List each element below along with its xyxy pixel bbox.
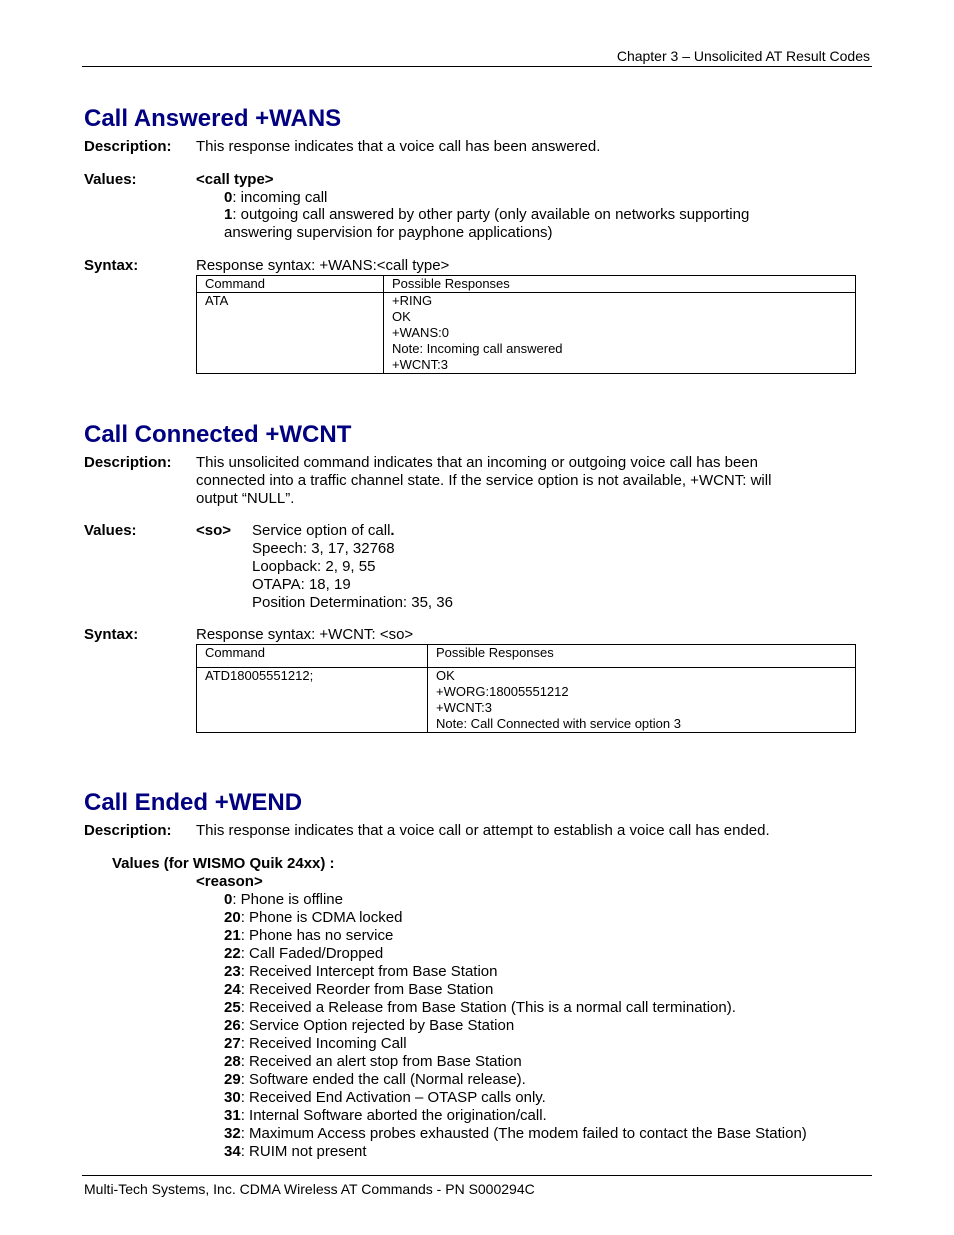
wans-value-0 [224, 189, 327, 207]
table-row [197, 293, 856, 374]
wans-title: Call Answered +WANS [84, 105, 342, 132]
wend-title: Call Ended +WEND [84, 789, 303, 816]
page-header: Chapter 3 – Unsolicited AT Result Codes [616, 48, 870, 64]
reason-item [224, 891, 343, 909]
wend-description-label: Description: [84, 822, 172, 839]
reason-text: : Internal Software aborted the origination/call. [240, 1107, 547, 1124]
wcnt-syntax-label: Syntax: [84, 626, 139, 643]
wans-syntax: Response syntax: +WANS:<call type> [196, 257, 450, 274]
wend-description: This response indicates that a voice call or attempt to establish a voice call has ended. [196, 822, 770, 839]
reason-code: 30 [224, 1089, 241, 1106]
wcnt-option: Position Determination: 35, 36 [252, 594, 453, 611]
response-line: Note: Incoming call answered [392, 341, 563, 356]
reason-text: : RUIM not present [240, 1143, 367, 1160]
value-text: : incoming call [232, 189, 328, 206]
column-header-command: Command [197, 276, 384, 293]
reason-code: 32 [224, 1125, 241, 1142]
reason-code: 27 [224, 1035, 241, 1052]
reason-item [224, 1053, 522, 1071]
wcnt-param: <so> [196, 522, 232, 539]
value-code: 0 [224, 189, 233, 206]
response-line: +WCNT:3 [392, 357, 448, 372]
reason-item [224, 1143, 367, 1161]
response-line: OK [436, 668, 455, 683]
wcnt-description-line-1: This unsolicited command indicates that an incoming or outgoing voice call has been [196, 454, 758, 471]
wans-value-1-cont: answering supervision for payphone applications) [224, 224, 553, 241]
column-header-command: Command [197, 645, 428, 668]
wcnt-description-line-3: output “NULL”. [196, 490, 295, 507]
wcnt-param-description [252, 522, 395, 540]
reason-text: : Phone has no service [240, 927, 394, 944]
reason-code: 24 [224, 981, 241, 998]
wend-values-heading: Values (for WISMO Quik 24xx) : [112, 855, 335, 872]
response-line: +WORG:18005551212 [436, 684, 569, 699]
response-line: OK [392, 309, 411, 324]
wcnt-option: OTAPA: 18, 19 [252, 576, 351, 593]
reason-text: : Received an alert stop from Base Station [240, 1053, 522, 1070]
reason-item [224, 999, 736, 1017]
wans-description-label: Description: [84, 138, 172, 155]
reason-code: 26 [224, 1017, 241, 1034]
reason-text: : Phone is CDMA locked [240, 909, 403, 926]
reason-text: : Call Faded/Dropped [240, 945, 384, 962]
page-footer: Multi-Tech Systems, Inc. CDMA Wireless AT Commands - PN S000294C [84, 1181, 535, 1197]
response-line: +WCNT:3 [436, 700, 492, 715]
footer-rule [82, 1175, 872, 1176]
wcnt-values-label: Values: [84, 522, 137, 539]
reason-item [224, 1017, 514, 1035]
wans-value-1 [224, 206, 749, 224]
reason-text: : Maximum Access probes exhausted (The modem failed to contact the Base Station) [240, 1125, 807, 1142]
reason-code: 0 [224, 891, 233, 908]
wans-param: <call type> [196, 171, 274, 188]
reason-item [224, 1125, 807, 1143]
reason-item [224, 909, 402, 927]
header-rule [82, 66, 872, 67]
wcnt-description-label: Description: [84, 454, 172, 471]
reason-code: 34 [224, 1143, 241, 1160]
value-code: 1 [224, 206, 233, 223]
response-line: +RING [392, 293, 433, 308]
wcnt-description-line-2: connected into a traffic channel state. If the service option is not available, +WCNT: will [196, 472, 772, 489]
response-line: +WANS:0 [392, 325, 449, 340]
wans-values-label: Values: [84, 171, 137, 188]
param-description-period: . [390, 522, 395, 539]
reason-item [224, 1089, 546, 1107]
reason-item [224, 963, 497, 981]
wend-param: <reason> [196, 873, 263, 890]
reason-item [224, 1071, 526, 1089]
reason-item [224, 945, 383, 963]
reason-text: : Software ended the call (Normal release). [240, 1071, 526, 1088]
wans-syntax-label: Syntax: [84, 257, 139, 274]
reason-item [224, 927, 393, 945]
table-header-row [197, 645, 856, 668]
reason-code: 29 [224, 1071, 241, 1088]
responses-cell [384, 293, 856, 374]
reason-text: : Received a Release from Base Station (This is a normal call termination). [240, 999, 736, 1016]
wcnt-syntax: Response syntax: +WCNT: <so> [196, 626, 414, 643]
table-row [197, 668, 856, 733]
reason-code: 25 [224, 999, 241, 1016]
reason-text: : Received End Activation – OTASP calls only. [240, 1089, 546, 1106]
reason-code: 23 [224, 963, 241, 980]
reason-text: : Received Reorder from Base Station [240, 981, 494, 998]
command-cell: ATD18005551212; [197, 668, 428, 733]
param-description-text: Service option of call [252, 522, 391, 539]
reason-item [224, 981, 493, 999]
reason-text: : Received Incoming Call [240, 1035, 407, 1052]
reason-code: 28 [224, 1053, 241, 1070]
column-header-responses: Possible Responses [384, 276, 856, 293]
wans-description: This response indicates that a voice call has been answered. [196, 138, 601, 155]
reason-text: : Phone is offline [232, 891, 343, 908]
reason-text: : Service Option rejected by Base Station [240, 1017, 515, 1034]
reason-text: : Received Intercept from Base Station [240, 963, 498, 980]
response-line: Note: Call Connected with service option 3 [436, 716, 681, 731]
column-header-responses: Possible Responses [428, 645, 856, 668]
wcnt-option: Speech: 3, 17, 32768 [252, 540, 395, 557]
reason-code: 31 [224, 1107, 241, 1124]
wcnt-title: Call Connected +WCNT [84, 421, 352, 448]
reason-code: 22 [224, 945, 241, 962]
wcnt-option: Loopback: 2, 9, 55 [252, 558, 376, 575]
wans-command-table [196, 275, 856, 374]
reason-code: 20 [224, 909, 241, 926]
wcnt-command-table [196, 644, 856, 733]
reason-item [224, 1035, 407, 1053]
command-cell: ATA [197, 293, 384, 374]
reason-code: 21 [224, 927, 241, 944]
value-text: : outgoing call answered by other party (only available on networks supporting [232, 206, 750, 223]
table-header-row [197, 276, 856, 293]
reason-item [224, 1107, 547, 1125]
responses-cell [428, 668, 856, 733]
